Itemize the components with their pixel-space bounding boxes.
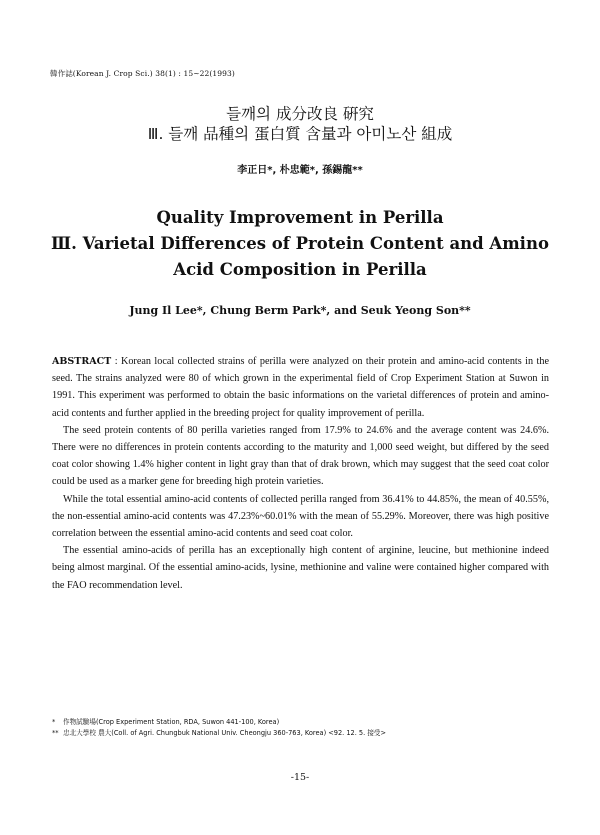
abstract-paragraph-2: The seed protein contents of 80 perilla varieties ranged from 17.9% to 24.6% and the average content was 24.6%. There were no differences in protein contents according to the maturity and 1,000 seed weight, but differed by the seed coat color showing 1.4% higher content in light gray than that of drak brown, which may suggest that the seed coat color could be used as a marker gene for breeding high protein varieties.	[52, 424, 549, 488]
abstract-paragraph-1	[52, 353, 549, 422]
english-title-line-3: Acid Composition in Perilla	[173, 260, 427, 279]
page-number: -15-	[290, 772, 310, 783]
abstract-separator: :	[111, 356, 121, 367]
footnote-2-text: 忠北大學校 農大(Coll. of Agri. Chungbuk National Univ. Cheongju 360-763, Korea) <92. 12. 5. 接受>	[63, 728, 387, 737]
footnotes	[52, 717, 552, 738]
english-authors: Jung Il Lee*, Chung Berm Park*, and Seuk Yeong Son**	[129, 304, 471, 317]
footnote-1-text: 作物試驗場(Crop Experiment Station, RDA, Suwon 441-100, Korea)	[63, 718, 280, 726]
korean-title-line-1: 들깨의 成分改良 硏究	[226, 105, 374, 123]
abstract-paragraph-3: While the total essential amino-acid contents of collected perilla ranged from 36.41% to 44.85%, the mean of 40.55%, the non-essential amino-acid contents was 47.23%~60.01% with the mean of 55.29%. Moreover, there was high positive correlation between the essential amino-acid contents and seed coat color.	[52, 493, 549, 540]
journal-reference: 韓作誌(Korean J. Crop Sci.) 38(1) : 15~22(1993)	[50, 69, 235, 78]
footnote-2-mark: **	[52, 728, 59, 737]
abstract-paragraph-4: The essential amino-acids of perilla has an exceptionally high content of arginine, leucine, but methionine indeed being almost marginal. Of the essential amino-acids, lysine, methionine and valine were contained higher compared with the FAO recommendation level.	[52, 545, 549, 591]
english-title-line-2: Ⅲ. Varietal Differences of Protein Content and Amino	[51, 234, 549, 253]
korean-authors: 李正日*, 朴忠範*, 孫錫龍**	[237, 165, 363, 176]
abstract	[52, 353, 549, 594]
footnote-1	[52, 717, 552, 728]
footnote-1-mark: *	[52, 718, 56, 726]
english-title-line-1: Quality Improvement in Perilla	[156, 208, 444, 227]
abstract-label: ABSTRACT	[52, 356, 112, 367]
korean-title-line-2: Ⅲ. 들깨 品種의 蛋白質 含量과 아미노산 組成	[147, 125, 453, 143]
footnote-2	[52, 728, 552, 739]
abstract-p1-text: Korean local collected strains of perilla were analyzed on their protein and amino-acid contents in the seed. The strains analyzed were 80 of which grown in the experimental field of Crop Experiment Station at Suwon in 1991. This experiment was performed to obtain the basic informations on the varietal differences of protein and amino-acid contents and further applied in the breeding project for quality improvement of perilla.	[52, 356, 549, 419]
